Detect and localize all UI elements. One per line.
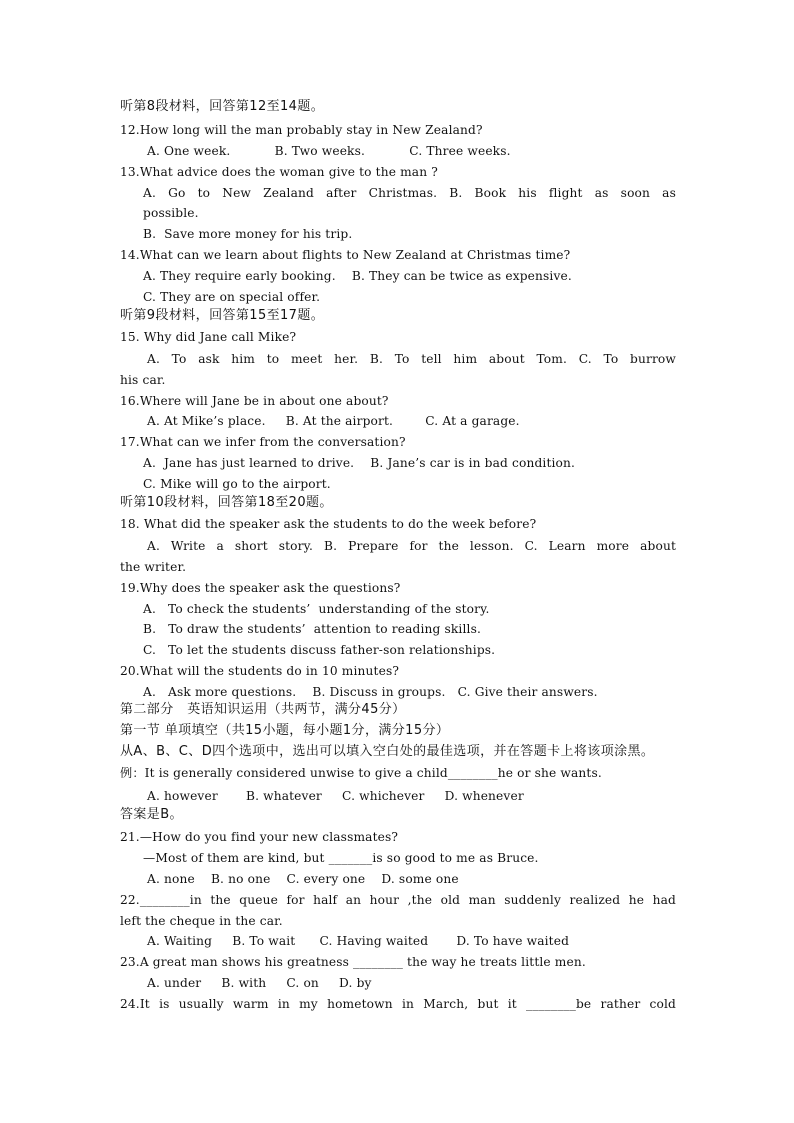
- question-12: 12.How long will the man probably stay in New Zealand?: [120, 123, 483, 137]
- part-two-heading: 第二部分 英语知识运用（共两节，满分45分）: [120, 702, 406, 717]
- options-22: A. Waiting B. To wait C. Having waited D. To have waited: [147, 934, 570, 948]
- example-answer: 答案是B。: [120, 807, 183, 822]
- question-16: 16.Where will Jane be in about one about?: [120, 394, 389, 408]
- question-23: 23.A great man shows his greatness ________ the way he treats little men.: [120, 955, 586, 969]
- options-14-line-1: A. They require early booking. B. They can be twice as expensive.: [143, 269, 572, 283]
- options-14-line-2: C. They are on special offer.: [143, 290, 321, 304]
- section-one-heading: 第一节 单项填空（共15小题，每小题1分，满分15分）: [120, 723, 450, 738]
- options-13-line-1: A. Go to New Zealand after Christmas. B. Book his flight as soon as: [143, 186, 676, 200]
- options-23: A. under B. with C. on D. by: [147, 976, 372, 990]
- question-19: 19.Why does the speaker ask the questions?: [120, 581, 401, 595]
- section-10-heading: 听第10段材料，回答第18至20题。: [120, 495, 333, 510]
- option-19-a: A. To check the students’ understanding of the story.: [143, 602, 490, 616]
- question-18: 18. What did the speaker ask the students to do the week before?: [120, 517, 537, 531]
- question-13: 13.What advice does the woman give to the man ?: [120, 165, 438, 179]
- options-21: A. none B. no one C. every one D. some one: [147, 872, 459, 886]
- options-20: A. Ask more questions. B. Discuss in groups. C. Give their answers.: [143, 685, 598, 699]
- question-21-reply: —Most of them are kind, but _______is so good to me as Bruce.: [143, 851, 539, 865]
- section-9-heading: 听第9段材料，回答第15至17题。: [120, 308, 325, 323]
- example-question: 例：It is generally considered unwise to give a child________he or she wants.: [120, 766, 602, 780]
- options-18-line-1: A. Write a short story. B. Prepare for the lesson. C. Learn more about: [147, 539, 676, 553]
- options-17-line-1: A. Jane has just learned to drive. B. Jane’s car is in bad condition.: [143, 456, 576, 470]
- question-24: 24.It is usually warm in my hometown in March, but it ________be rather cold: [120, 997, 676, 1011]
- question-22-line-1: 22.________in the queue for half an hour ,the old man suddenly realized he had: [120, 893, 676, 907]
- option-19-b: B. To draw the students’ attention to reading skills.: [143, 622, 481, 636]
- question-20: 20.What will the students do in 10 minutes?: [120, 664, 400, 678]
- question-15: 15. Why did Jane call Mike?: [120, 330, 297, 344]
- options-16: A. At Mike’s place. B. At the airport. C. At a garage.: [147, 414, 520, 428]
- options-12: A. One week. B. Two weeks. C. Three weeks.: [147, 144, 511, 158]
- example-options: A. however B. whatever C. whichever D. whenever: [147, 789, 524, 803]
- options-15-line-1: A. To ask him to meet her. B. To tell him about Tom. C. To burrow: [147, 352, 676, 366]
- question-22-line-2: left the cheque in the car.: [120, 914, 283, 928]
- question-14: 14.What can we learn about flights to New Zealand at Christmas time?: [120, 248, 571, 262]
- options-18-line-2: the writer.: [120, 560, 187, 574]
- section-8-heading: 听第8段材料，回答第12至14题。: [120, 99, 325, 114]
- option-19-c: C. To let the students discuss father-son relationships.: [143, 643, 496, 657]
- options-13-line-3: B. Save more money for his trip.: [143, 227, 353, 241]
- question-17: 17.What can we infer from the conversation?: [120, 435, 406, 449]
- question-21: 21.—How do you find your new classmates?: [120, 830, 399, 844]
- options-15-line-2: his car.: [120, 373, 166, 387]
- options-13-line-2: possible.: [143, 206, 199, 220]
- instructions: 从A、B、C、D四个选项中，选出可以填入空白处的最佳选项，并在答题卡上将该项涂黑。: [120, 744, 655, 759]
- options-17-line-2: C. Mike will go to the airport.: [143, 477, 331, 491]
